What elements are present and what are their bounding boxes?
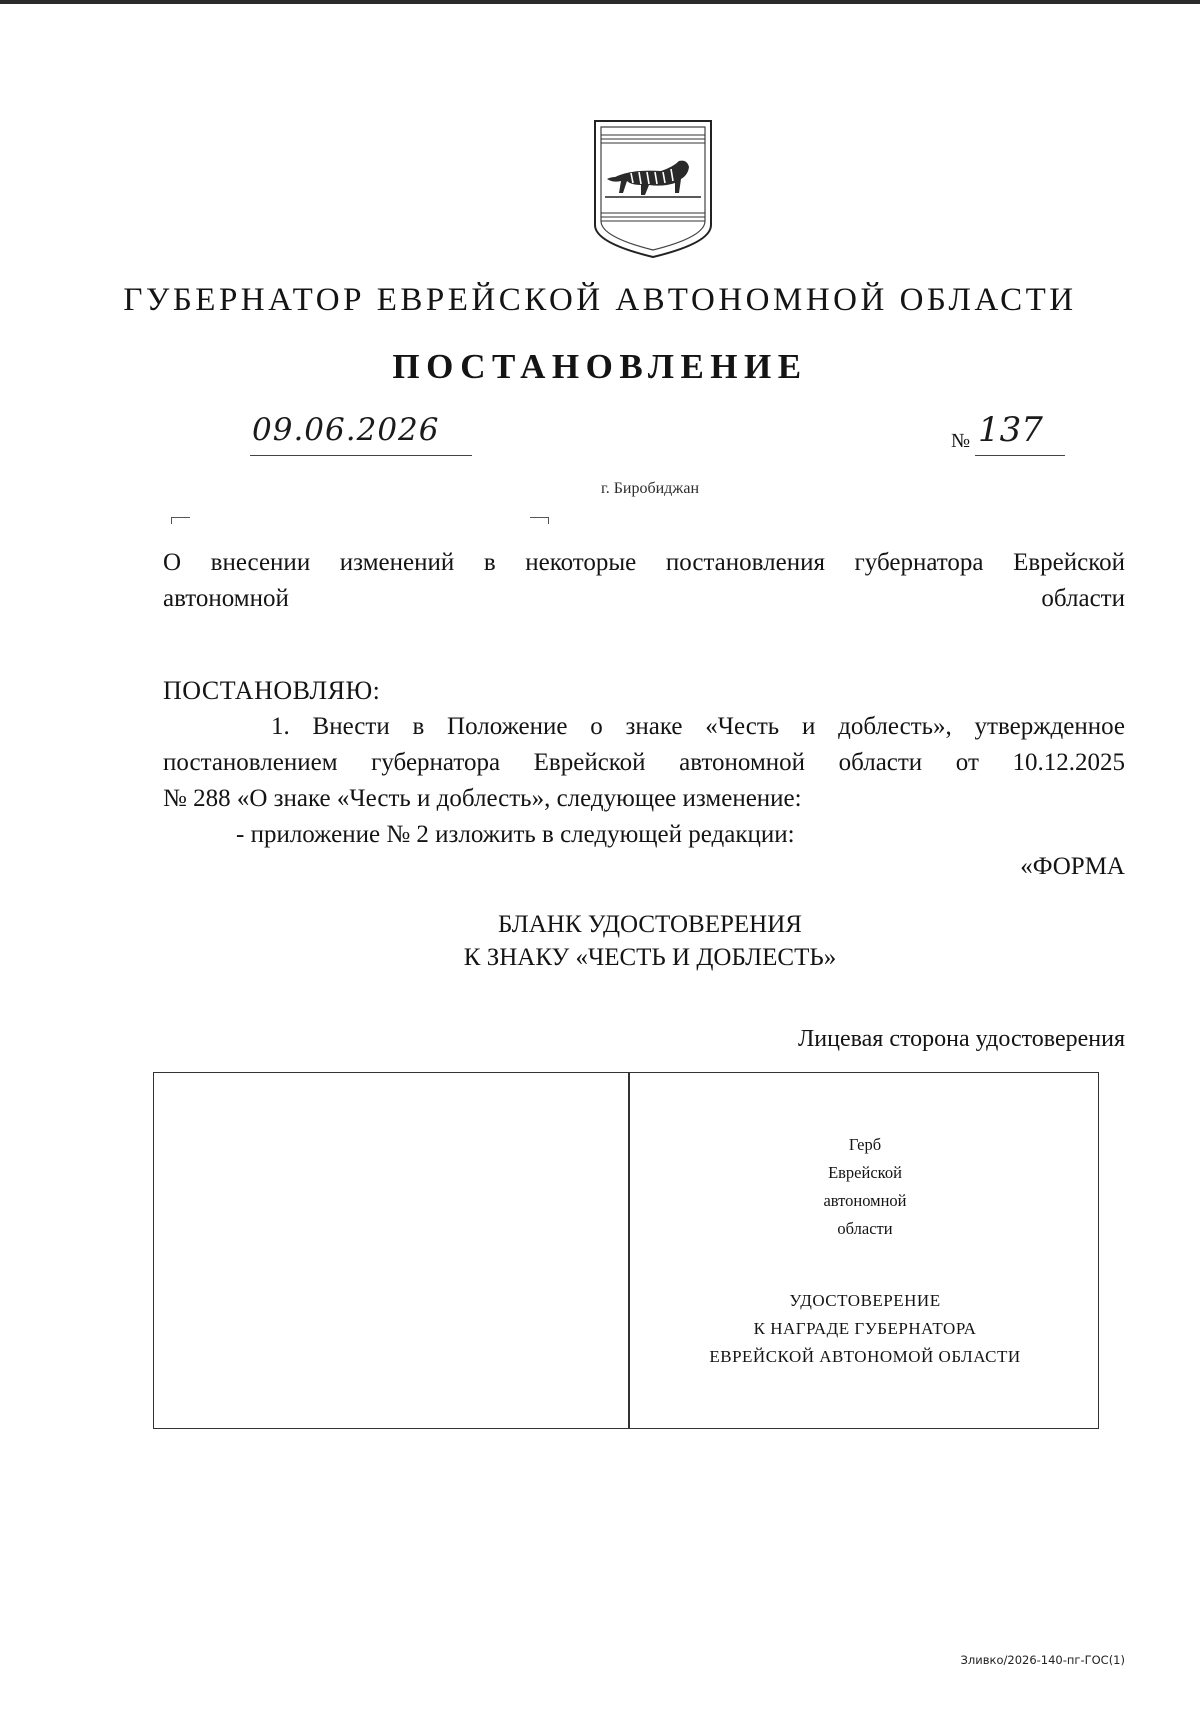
subject-corner-right — [530, 517, 549, 524]
paragraph-1-line-2: постановлением губернатора Еврейской автономной области от 10.12.2025 — [163, 749, 1125, 776]
face-side-caption: Лицевая сторона удостоверения — [798, 1026, 1125, 1052]
scan-top-edge — [0, 0, 1200, 4]
document-type: ПОСТАНОВЛЕНИЕ — [392, 347, 808, 386]
emblem-placeholder-line: автономной — [823, 1191, 907, 1210]
emblem-placeholder-line: области — [837, 1219, 893, 1238]
document-subject — [163, 545, 1125, 653]
footer-reference: Зливко/2026-140-пг-ГОС(1) — [960, 1653, 1125, 1667]
number-underline — [975, 455, 1065, 456]
certificate-form-table — [153, 1072, 1099, 1429]
blank-title-line-2: К ЗНАКУ «ЧЕСТЬ И ДОБЛЕСТЬ» — [463, 944, 837, 971]
handwritten-number: 137 — [978, 410, 1043, 450]
subject-corner-left — [171, 517, 190, 524]
city-line: г. Биробиджан — [600, 480, 700, 497]
forma-label: «ФОРМА — [1020, 853, 1125, 880]
subject-line-1: О внесении изменений в некоторые постановления губернатора Еврейской — [163, 549, 1125, 576]
handwritten-date: 09.06.2026 — [252, 412, 440, 448]
paragraph-1-line-3: № 288 «О знаке «Честь и доблесть», следующее изменение: — [163, 785, 802, 812]
emblem-placeholder-line: Герб — [848, 1135, 882, 1154]
coat-of-arms-tiger-icon — [591, 117, 715, 261]
emblem-placeholder-line: Еврейской — [828, 1163, 902, 1182]
paragraph-1-line-1: 1. Внести в Положение о знаке «Честь и доблесть», утвержденное — [271, 713, 1125, 740]
date-underline — [250, 455, 472, 456]
decree-word: ПОСТАНОВЛЯЮ: — [163, 676, 381, 705]
paragraph-1-line-4: - приложение № 2 изложить в следующей редакции: — [236, 821, 795, 848]
blank-title-line-1: БЛАНК УДОСТОВЕРЕНИЯ — [498, 911, 802, 938]
issuing-authority: ГУБЕРНАТОР ЕВРЕЙСКОЙ АВТОНОМНОЙ ОБЛАСТИ — [123, 282, 1077, 318]
number-sign: № — [951, 430, 971, 452]
certificate-title-line: УДОСТОВЕРЕНИЕ — [789, 1291, 941, 1310]
certificate-title — [630, 1287, 1100, 1371]
blank-title — [0, 908, 1200, 974]
certificate-title-line: К НАГРАДЕ ГУБЕРНАТОРА — [753, 1319, 977, 1338]
subject-line-2: автономной области — [163, 585, 1125, 612]
form-center-divider — [628, 1073, 630, 1428]
certificate-title-line: ЕВРЕЙСКОЙ АВТОНОМОЙ ОБЛАСТИ — [709, 1347, 1021, 1366]
emblem-placeholder — [630, 1131, 1100, 1243]
